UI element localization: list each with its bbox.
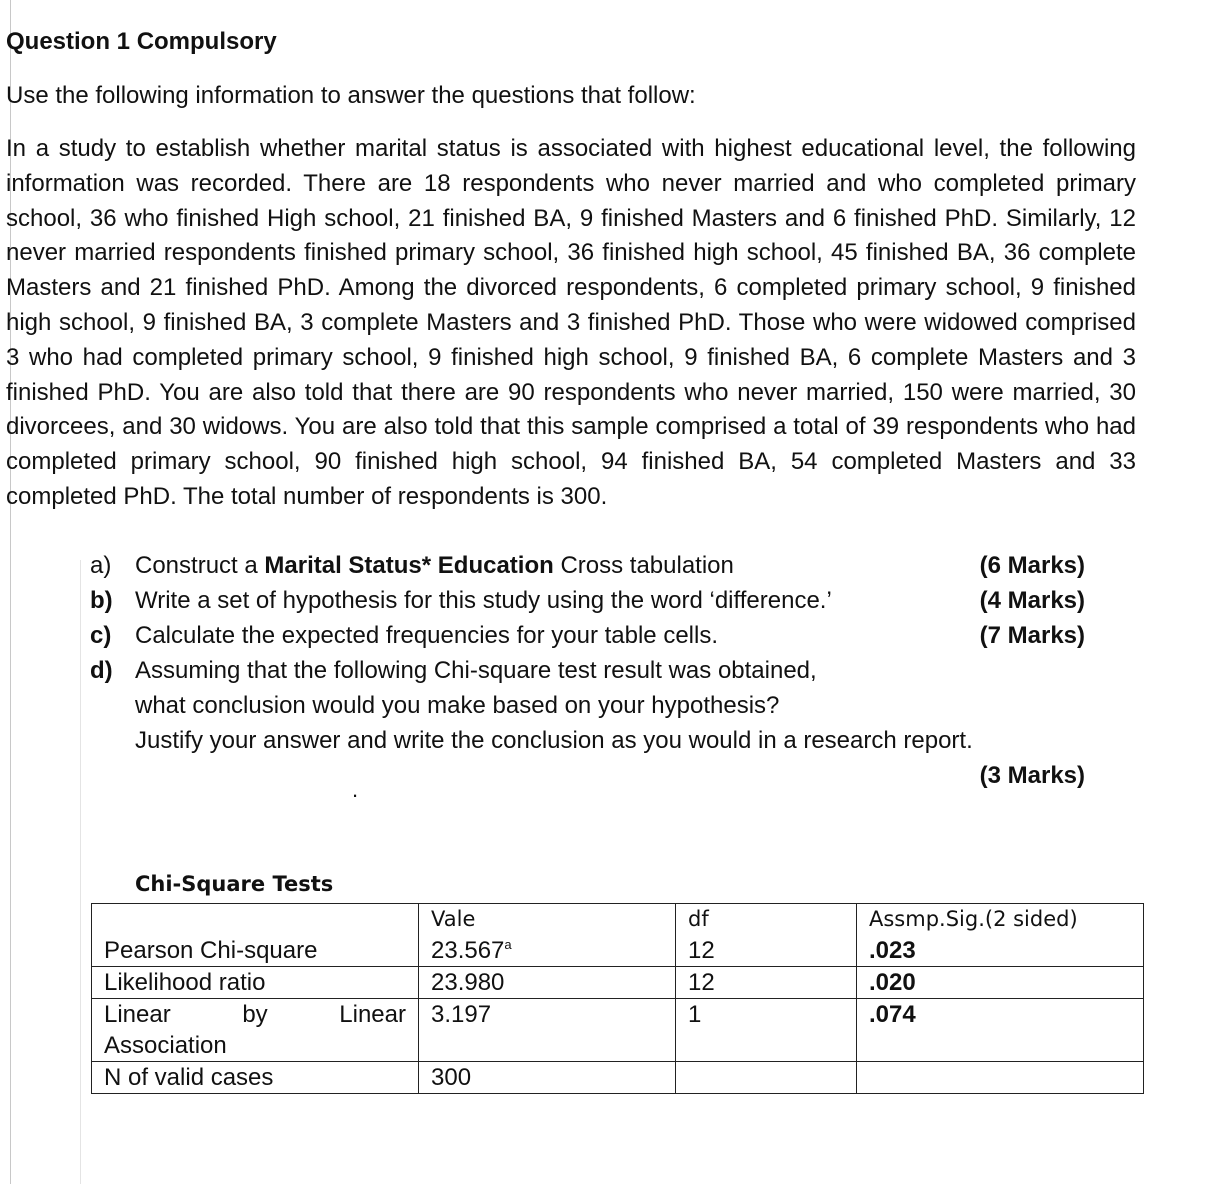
- row-n-df: [676, 1062, 857, 1094]
- row-likelihood-sig: [857, 967, 1144, 999]
- header-value: Vale: [419, 904, 676, 936]
- question-d-line3: Justify your answer and write the conclusion as you would in a research report.: [135, 727, 973, 754]
- question-c-text: Calculate the expected frequencies for your table cells.: [135, 622, 718, 649]
- row-linear-label: [92, 999, 419, 1062]
- study-paragraph: In a study to establish whether marital status is associated with highest educational level, the following information was recorded. There are 18 respondents who never married and who completed primary school, 36 who finished High school, 21 finished BA, 9 finished Masters and 6 finished PhD. Similarly, 12 never married respondents finished primary school, 36 finished high school, 45 finished BA, 36 complete Masters and 21 finished PhD. Among the divorced respondents, 6 completed primary school, 9 finished high school, 9 finished BA, 3 complete Masters and 3 finished PhD. Those who were widowed comprised 3 who had completed primary school, 9 finished high school, 9 finished BA, 6 complete Masters and 3 finished PhD. You are also told that there are 90 respondents who never married, 150 were married, 30 divorcees, and 30 widows. You are also told that this sample comprised a total of 39 respondents who had completed primary school, 90 finished high school, 94 finished BA, 54 completed Masters and 33 completed PhD. The total number of respondents is 300.: [6, 135, 1136, 510]
- question-a-text: [135, 548, 1085, 583]
- sub-questions: [90, 548, 1085, 793]
- question-b-marks: (4 Marks): [979, 587, 1085, 614]
- linear-sig-value: .074: [869, 1001, 916, 1028]
- question-b-text: Write a set of hypothesis for this study using the word ‘difference.’: [135, 587, 832, 614]
- question-b: [90, 583, 1085, 618]
- pearson-sig-value: .023: [869, 937, 916, 964]
- likelihood-sig-value: .020: [869, 969, 916, 996]
- linear-word-4: Association: [104, 1032, 227, 1059]
- table-header-row: [92, 904, 1144, 936]
- row-pearson-df: 12: [676, 935, 857, 967]
- header-df: df: [676, 904, 857, 936]
- question-a-label: a): [90, 552, 112, 579]
- stray-dot: .: [352, 777, 359, 802]
- question-c-marks: (7 Marks): [979, 622, 1085, 649]
- header-sig: Assmp.Sig.(2 sided): [857, 904, 1144, 936]
- row-pearson-label: Pearson Chi-square: [92, 935, 419, 967]
- pearson-value-number: 23.567: [431, 937, 505, 964]
- question-c: [90, 618, 1085, 653]
- table-title: Chi-Square Tests: [135, 872, 334, 896]
- header-empty: [92, 904, 419, 936]
- linear-word-3: Linear: [339, 1001, 406, 1028]
- row-n-value: 300: [419, 1062, 676, 1094]
- question-b-label: b): [90, 587, 113, 614]
- linear-word-1: Linear: [104, 1001, 171, 1028]
- linear-label-line: [104, 999, 406, 1030]
- table-row: [92, 967, 1144, 999]
- row-likelihood-label: Likelihood ratio: [92, 967, 419, 999]
- margin-line-secondary: [80, 560, 81, 1184]
- chi-square-table: [91, 903, 1144, 1094]
- question-heading: Question 1 Compulsory: [6, 28, 277, 55]
- intro-text: Use the following information to answer the questions that follow:: [6, 82, 696, 109]
- question-c-label: c): [90, 622, 112, 649]
- row-linear-df: 1: [676, 999, 857, 1062]
- table-row: [92, 999, 1144, 1062]
- question-d-label: d): [90, 657, 113, 684]
- row-linear-value: 3.197: [419, 999, 676, 1062]
- row-pearson-value: [419, 935, 676, 967]
- question-a-marks: (6 Marks): [979, 552, 1085, 579]
- question-d: [90, 653, 1085, 793]
- question-a-post: Cross tabulation: [553, 552, 734, 579]
- row-linear-sig: [857, 999, 1144, 1062]
- question-a-bold: Marital Status* Education: [264, 552, 554, 579]
- row-likelihood-value: 23.980: [419, 967, 676, 999]
- question-d-line2: what conclusion would you make based on your hypothesis?: [135, 692, 780, 719]
- question-d-line1: Assuming that the following Chi-square test result was obtained,: [135, 657, 817, 684]
- linear-word-2: by: [242, 1001, 268, 1028]
- table-row: [92, 935, 1144, 967]
- table-row: [92, 1062, 1144, 1094]
- question-a: [90, 548, 1085, 583]
- row-pearson-sig: [857, 935, 1144, 967]
- pearson-footnote-marker: a: [504, 937, 512, 952]
- row-likelihood-df: 12: [676, 967, 857, 999]
- question-d-marks: (3 Marks): [979, 762, 1085, 789]
- question-a-pre: Construct a: [135, 552, 265, 579]
- row-n-label: N of valid cases: [92, 1062, 419, 1094]
- row-n-sig: [857, 1062, 1144, 1094]
